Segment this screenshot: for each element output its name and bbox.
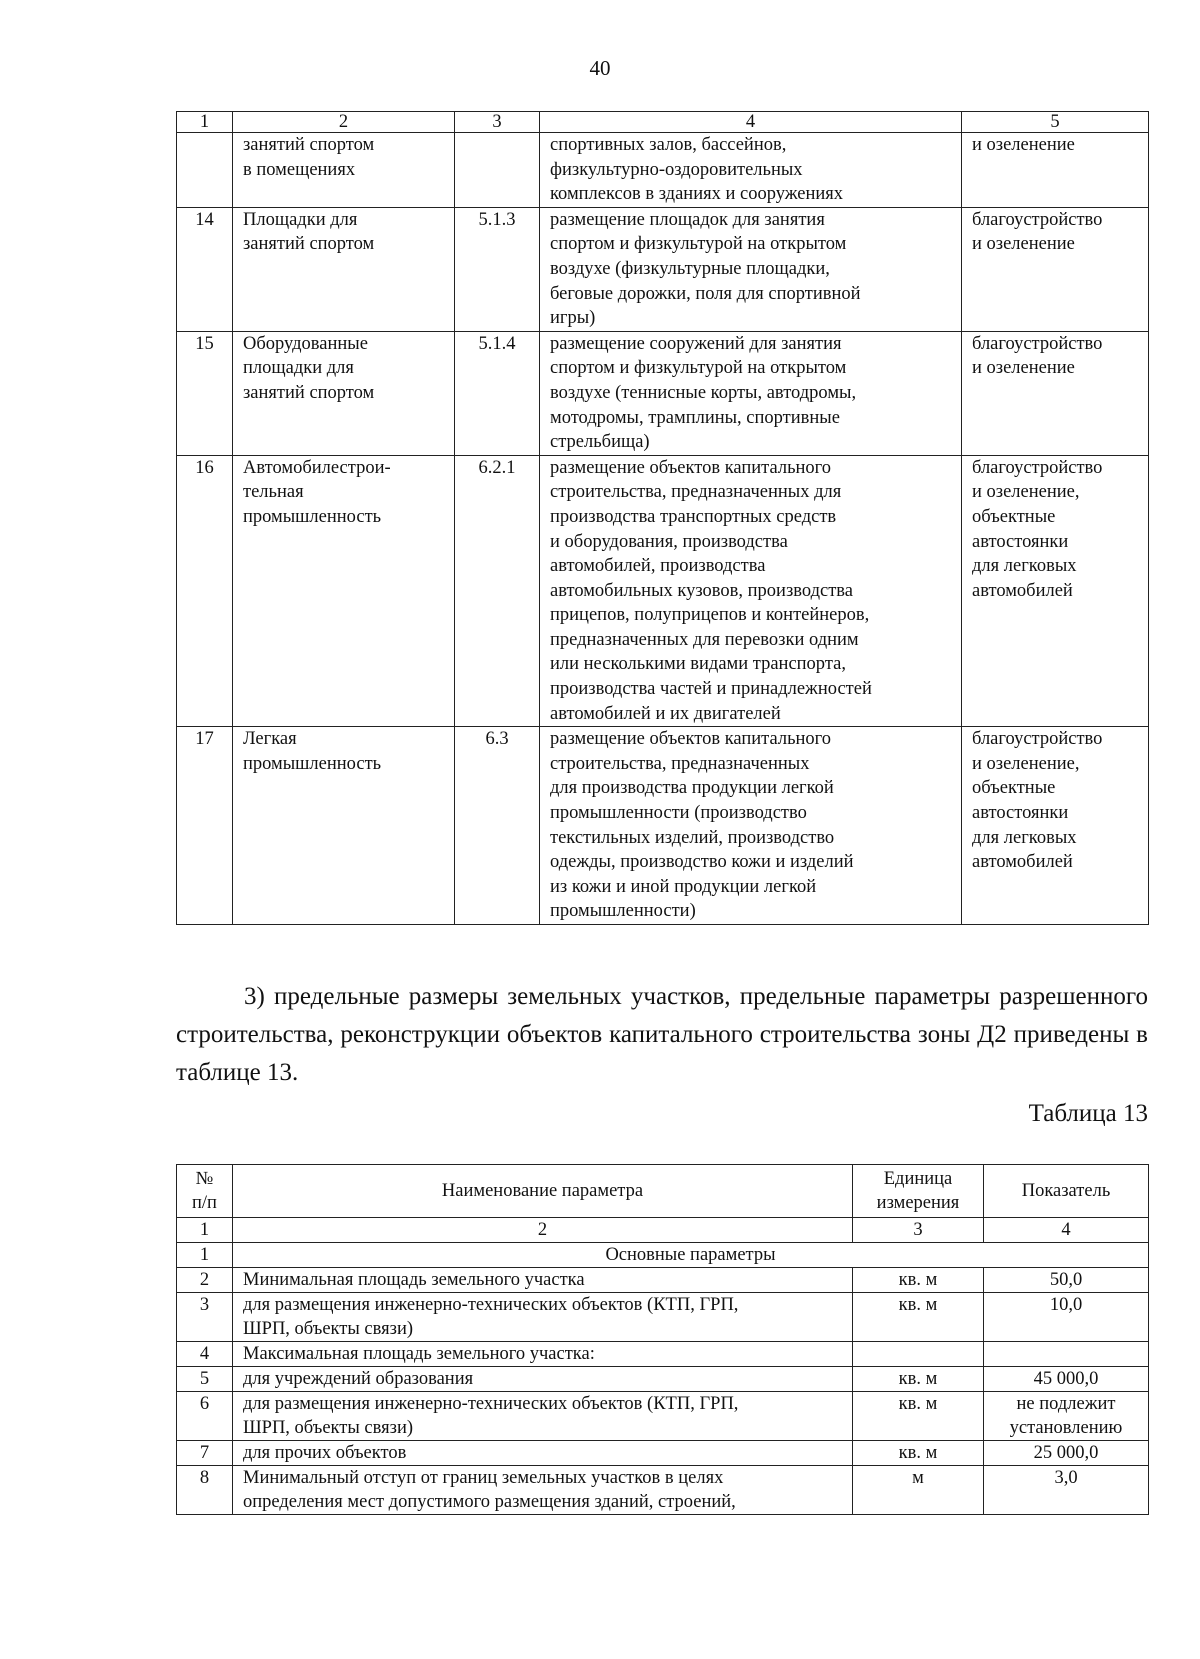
row-number: 3 [177,1293,233,1342]
parameter-value [984,1342,1149,1367]
table-header-row [177,1165,1149,1218]
use-description: размещение сооружений для занятия спортом и физкультурой на открытом воздухе (теннисные корты, автодромы, мотодромы, трамплины, спортивные стрельбища) [540,331,962,455]
table-row [177,207,1149,331]
use-type-code: 5.1.4 [455,331,540,455]
use-description: размещение объектов капитального строительства, предназначенных для производства транспортных средств и оборудования, производства автомобилей, производства автомобильных кузовов, производства прицепов, полуприцепов и контейнеров, предназначенных для перевозки одним или несколькими видами транспорта, производства частей и принадлежностей автомобилей и их двигателей [540,455,962,727]
row-number: 8 [177,1466,233,1515]
parameter-unit: кв. м [853,1367,984,1392]
row-number: 15 [177,331,233,455]
parameter-value: 3,0 [984,1466,1149,1515]
auxiliary-use: и озеленение [962,133,1149,208]
auxiliary-use: благоустройство и озеленение, объектные автостоянки для легковых автомобилей [962,455,1149,727]
row-number: 2 [177,1268,233,1293]
table-row [177,1367,1149,1392]
parameter-unit: кв. м [853,1293,984,1342]
section-title: Основные параметры [233,1243,1149,1268]
table-row [177,1392,1149,1441]
parameter-value: 25 000,0 [984,1441,1149,1466]
land-use-table [176,111,1149,925]
col-number-cell: 1 [177,1218,233,1243]
parameter-name: Максимальная площадь земельного участка: [233,1342,853,1367]
row-number: 16 [177,455,233,727]
parameter-name: для размещения инженерно-технических объектов (КТП, ГРП, ШРП, объекты связи) [233,1293,853,1342]
parameter-value: 45 000,0 [984,1367,1149,1392]
table-row [177,1441,1149,1466]
parameter-unit: м [853,1466,984,1515]
parameter-name: Минимальный отступ от границ земельных участков в целях определения мест допустимого размещения зданий, строений, [233,1466,853,1515]
use-description: размещение площадок для занятия спортом и физкультурой на открытом воздухе (физкультурные площадки, беговые дорожки, поля для спортивной игры) [540,207,962,331]
header-cell: 1 [177,112,233,133]
header-cell: 3 [455,112,540,133]
paragraph-text: 3) предельные размеры земельных участков, предельные параметры разрешенного строительства, реконструкции объектов капитального строительства зоны Д2 приведены в таблице 13. [176,983,1148,1086]
col-number-cell: 4 [984,1218,1149,1243]
page-number: 40 [589,56,611,80]
row-number: 7 [177,1441,233,1466]
table-row [177,727,1149,925]
parameter-name: для учреждений образования [233,1367,853,1392]
table-row [177,1293,1149,1342]
auxiliary-use: благоустройство и озеленение [962,207,1149,331]
header-cell: 5 [962,112,1149,133]
auxiliary-use: благоустройство и озеленение, объектные автостоянки для легковых автомобилей [962,727,1149,925]
table-row [177,455,1149,727]
use-type-name: Площадки для занятий спортом [233,207,455,331]
row-number: 6 [177,1392,233,1441]
parameter-name: Минимальная площадь земельного участка [233,1268,853,1293]
parameter-name: для размещения инженерно-технических объектов (КТП, ГРП, ШРП, объекты связи) [233,1392,853,1441]
parameter-value: 50,0 [984,1268,1149,1293]
header-cell: № п/п [177,1165,233,1218]
row-number: 14 [177,207,233,331]
paragraph-3 [176,978,1148,1092]
use-description: размещение объектов капитального строительства, предназначенных для производства продукции легкой промышленности (производство текстильных изделий, производство одежды, производство кожи и изделий из кожи и иной продукции легкой промышленности) [540,727,962,925]
use-type-code: 6.3 [455,727,540,925]
use-description: спортивных залов, бассейнов, физкультурно-оздоровительных комплексов в зданиях и сооружениях [540,133,962,208]
parameter-name: для прочих объектов [233,1441,853,1466]
parameter-unit: кв. м [853,1392,984,1441]
use-type-name: Автомобилестрои- тельная промышленность [233,455,455,727]
row-number: 5 [177,1367,233,1392]
row-number: 17 [177,727,233,925]
column-number-row [177,1218,1149,1243]
table-row [177,1243,1149,1268]
header-cell: 4 [540,112,962,133]
table-header-row [177,112,1149,133]
parameter-unit: кв. м [853,1268,984,1293]
table-row [177,1466,1149,1515]
table-row [177,1268,1149,1293]
row-number [177,133,233,208]
header-cell: Показатель [984,1165,1149,1218]
header-cell: 2 [233,112,455,133]
use-type-code: 5.1.3 [455,207,540,331]
parameter-value: 10,0 [984,1293,1149,1342]
use-type-name: Оборудованные площадки для занятий спортом [233,331,455,455]
use-type-code: 6.2.1 [455,455,540,727]
auxiliary-use: благоустройство и озеленение [962,331,1149,455]
table-row [177,133,1149,208]
parameter-unit [853,1342,984,1367]
col-number-cell: 2 [233,1218,853,1243]
use-type-name: занятий спортом в помещениях [233,133,455,208]
row-number: 4 [177,1342,233,1367]
table-row [177,1342,1149,1367]
use-type-name: Легкая промышленность [233,727,455,925]
row-number: 1 [177,1243,233,1268]
use-type-code [455,133,540,208]
header-cell: Наименование параметра [233,1165,853,1218]
header-cell: Единица измерения [853,1165,984,1218]
parameter-unit: кв. м [853,1441,984,1466]
table-row [177,331,1149,455]
parameters-table [176,1164,1149,1515]
table-caption: Таблица 13 [1028,1100,1148,1127]
parameter-value: не подлежит установлению [984,1392,1149,1441]
col-number-cell: 3 [853,1218,984,1243]
